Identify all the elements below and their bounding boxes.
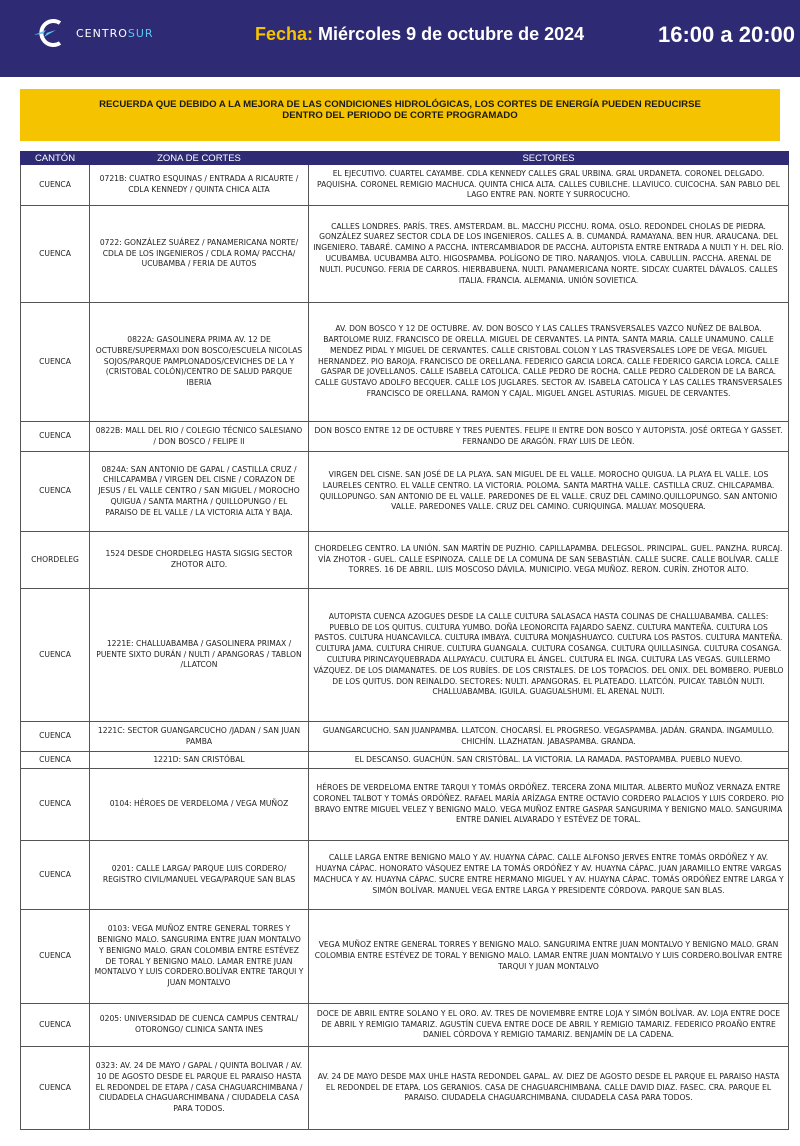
cell-sectores: AUTOPISTA CUENCA AZOGUES DESDE LA CALLE CULTURA SALASACA HASTA COLINAS DE CHALLUABAMBA. CALLES: PUEBLO DE LOS QUITUS. CULTURA YUMBO. DOÑA LEONORCITA FAJARDO SAENZ. CULTURA MANTEÑA. CULTURA LOS PASTOS. CULTURA HUANCAVILCA. CULTURA IMBAYA. CULTURA MONJASHUAYCO. CULTURA LOS PASTOS. CULTURA MANTEÑA. CULTURA JAMA. CULTURA CHIRUE. CULTURA GUANGALA. CULTURA COSANGA. CULTURA QUILLASINGA. CULTURA COSANGA. CULTURA PIRINCAYQUEBRADA ALLPAYACU. CULTURA EL ÁNGEL. CULTURA EL INGA. CULTURA LAS VEGAS. GUILLERMO VÁZQUEZ. DE LOS DIAMANATES. DE LOS RUBÍES. DE LOS CRISTALES. DE LOS TOPACIOS. DEL ONIX. DEL BOMBERO. PUEBLO DE LOS QUITUS. DON REINALDO. SECTORES: NULTI. APANGORAS. EL PLATEADO. LLATCÓN. PUICAY. TABLÓN NULTI. CHALLUABAMBA. IGUILA. GUAGUALSHUMI. EL ARENAL NULTI. xyxy=(309,589,789,722)
cell-sectores: GUANGARCUCHO. SAN JUANPAMBA. LLATCON. CHOCARSÍ. EL PROGRESO. VEGASPAMBA. JADÁN. GRANDA. INGAMULLO. CHICHÍN. LLAZHATAN. JABASPAMBA. GRANDA. xyxy=(309,722,789,752)
fecha-label: Fecha: xyxy=(255,24,314,44)
cell-canton: CUENCA xyxy=(21,752,90,769)
cell-zona: 0205: UNIVERSIDAD DE CUENCA CAMPUS CENTRAL/ OTORONGO/ CLINICA SANTA INES xyxy=(90,1004,309,1047)
cell-canton: CUENCA xyxy=(21,165,90,206)
table-row xyxy=(21,722,789,752)
cell-canton: CUENCA xyxy=(21,422,90,452)
cell-sectores: EL EJECUTIVO. CUARTEL CAYAMBE. CDLA KENNEDY CALLES GRAL URBINA. GRAL URDANETA. CORONEL DELGADO. PAQUISHA. CORONEL REMIGIO MACHUCA. QUINTA CHICA ALTA. CALLES CUBILCHE. LLAVIUCO. CUICOCHA. SAN PABLO DEL LAGO ENTRE PAN. NORTE Y SURROCUCHO. xyxy=(309,165,789,206)
cell-sectores: HÉROES DE VERDELOMA ENTRE TARQUI Y TOMÁS ORDÓÑEZ. TERCERA ZONA MILITAR. ALBERTO MUÑOZ VERNAZA ENTRE CORONEL TALBOT Y TOMÁS ORDÓÑEZ. RAFAEL MARÍA ARÍZAGA ENTRE OCTAVIO CORDERO PALACIOS Y LUIS CORDERO. PIO BRAVO ENTRE MIGUEL VELEZ Y BENIGNO MALO. VEGA MUÑOZ ENTRE GASPAR SANGURIMA Y BENIGNO MALO. SANGURIMA ENTRE DANIEL ALVARADO Y ESTÉVEZ DE TORAL. xyxy=(309,769,789,841)
table-row xyxy=(21,769,789,841)
cell-canton: CUENCA xyxy=(21,841,90,910)
cell-canton: CUENCA xyxy=(21,589,90,722)
cell-zona: 0323: AV. 24 DE MAYO / GAPAL / QUINTA BOLIVAR / AV. 10 DE AGOSTO DESDE EL PARQUE EL PARAISO HASTA EL REDONDEL DE ETAPA / CASA CHAGUARCHIMBANA / CIUDADELA CHAGUARCHIMBANA / CIUDADELA CASA PARA TODOS. xyxy=(90,1047,309,1130)
header-sectores: SECTORES xyxy=(309,152,789,165)
cell-zona: 1524 DESDE CHORDELEG HASTA SIGSIG SECTOR ZHOTOR ALTO. xyxy=(90,532,309,589)
cell-zona: 1221D: SAN CRISTÓBAL xyxy=(90,752,309,769)
cell-zona: 0822B: MALL DEL RIO / COLEGIO TÉCNICO SALESIANO / DON BOSCO / FELIPE II xyxy=(90,422,309,452)
cell-sectores: VIRGEN DEL CISNE. SAN JOSÉ DE LA PLAYA. SAN MIGUEL DE EL VALLE. MOROCHO QUIGUA. LA PLAYA EL VALLE. LOS LAURELES CENTRO. EL VALLE CENTRO. LA VICTORIA. POLOMA. SANTA MARTHA VALLE. CASTILLA CRUZ. CHILCAPAMBA. QUILLOPUNGO. SAN ANTONIO DE EL VALLE. PAREDONES DE EL VALLE. CRUZ DEL CAMINO.QUILLOPUNGO. SAN ANTONIO VALLE. PAREDONES VALLE. CRUZ DEL CAMINO. CURIQUINGA. MALUAY. MOSQUERA. xyxy=(309,452,789,532)
cell-sectores: DON BOSCO ENTRE 12 DE OCTUBRE Y TRES PUENTES. FELIPE II ENTRE DON BOSCO Y AUTOPISTA. JOSÉ ORTEGA Y GASSET. FERNANDO DE ARAGÓN. FRAY LUIS DE LEÓN. xyxy=(309,422,789,452)
cell-sectores: AV. 24 DE MAYO DESDE MAX UHLE HASTA REDONDEL GAPAL. AV. DIEZ DE AGOSTO DESDE EL PARQUE EL PARAISO HASTA EL REDONDEL DE ETAPA. LOS GERANIOS. CASA DE CHAGUARCHIMBANA. CALLE DAVID DIAZ. FASEC. CRA. PARQUE EL PARAISO. CIUDADELA CHAGUARCHIMBANA. CIUDADELA CASA PARA TODOS. xyxy=(309,1047,789,1130)
cell-sectores: VEGA MUÑOZ ENTRE GENERAL TORRES Y BENIGNO MALO. SANGURIMA ENTRE JUAN MONTALVO Y BENIGNO MALO. GRAN COLOMBIA ENTRE ESTÉVEZ DE TORAL Y BENIGNO MALO. LAMAR ENTRE JUAN MONTALVO Y LUIS CORDERO.BOLÍVAR ENTRE TARQUI Y JUAN MONTALVO xyxy=(309,910,789,1004)
cortes-table xyxy=(20,151,789,1130)
cell-sectores: CHORDELEG CENTRO. LA UNIÓN. SAN MARTÍN DE PUZHIO. CAPILLAPAMBA. DELEGSOL. PRINCIPAL. GUEL. PANZHA. RURCAJ. VÍA ZHOTOR - GUEL. CALLE ESPINOZA. CALLE DE LA COMUNA DE SAN SEBASTIÁN. CALLE SUCRE. CALLE BOLÍVAR. CALLE TORRES. 16 DE ABRIL. LUIS MOSCOSO DÁVILA. MUNICIPIO. VEGA MUÑOZ. RERON. CURÍN. ZHOTOR ALTO. xyxy=(309,532,789,589)
table-row xyxy=(21,206,789,303)
table-row xyxy=(21,1047,789,1130)
header-zona: ZONA DE CORTES xyxy=(90,152,309,165)
cell-canton: CUENCA xyxy=(21,206,90,303)
table-row xyxy=(21,752,789,769)
notice-banner: RECUERDA QUE DEBIDO A LA MEJORA DE LAS CONDICIONES HIDROLÓGICAS, LOS CORTES DE ENERGÍA PUEDEN REDUCIRSE DENTRO DEL PERIODO DE CORTE PROGRAMADO xyxy=(20,89,780,141)
cell-canton: CUENCA xyxy=(21,910,90,1004)
table-row xyxy=(21,841,789,910)
horario: 16:00 a 20:00 xyxy=(658,22,795,47)
brand-name-sur: SUR xyxy=(127,27,154,40)
cell-zona: 1221C: SECTOR GUANGARCUCHO /JADAN / SAN JUAN PAMBA xyxy=(90,722,309,752)
cell-zona: 0722: GONZÁLEZ SUÁREZ / PANAMERICANA NORTE/ CDLA DE LOS INGENIEROS / CDLA ROMA/ PACCHA/ UCUBAMBA / FERIA DE AUTOS xyxy=(90,206,309,303)
cell-zona: 0104: HÉROES DE VERDELOMA / VEGA MUÑOZ xyxy=(90,769,309,841)
table-row xyxy=(21,589,789,722)
table-row xyxy=(21,452,789,532)
cell-zona: 0201: CALLE LARGA/ PARQUE LUIS CORDERO/ REGISTRO CIVIL/MANUEL VEGA/PARQUE SAN BLAS xyxy=(90,841,309,910)
cell-sectores: CALLE LARGA ENTRE BENIGNO MALO Y AV. HUAYNA CÁPAC. CALLE ALFONSO JERVES ENTRE TOMÁS ORDÓÑEZ Y AV. HUAYNA CÁPAC. HONORATO VÁSQUEZ ENTRE LA TOMÁS ORDÓÑEZ Y AV. HUAYNA CÁPAC. JUAN JARAMILLO ENTRE VARGAS MACHUCA Y AV. HUAYNA CÁPAC. SUCRE ENTRE HERMANO MIGUEL Y AV. HUAYNA CÁPAC. TOMÁS ORDÓÑEZ ENTRE LARGA Y SIMÓN BOLÍVAR. MANUEL VEGA ENTRE LARGA Y PRESIDENTE CÓRDOVA. PARQUE SAN BLAS. xyxy=(309,841,789,910)
brand-name-part: CENTRO xyxy=(76,27,128,40)
cell-canton: CUENCA xyxy=(21,722,90,752)
brand-name xyxy=(76,27,154,40)
cell-zona: 0721B: CUATRO ESQUINAS / ENTRADA A RICAURTE / CDLA KENNEDY / QUINTA CHICA ALTA xyxy=(90,165,309,206)
table-row xyxy=(21,303,789,422)
cell-canton: CUENCA xyxy=(21,1004,90,1047)
cell-canton: CUENCA xyxy=(21,452,90,532)
fecha-value: Miércoles 9 de octubre de 2024 xyxy=(318,24,585,44)
cell-zona: 0103: VEGA MUÑOZ ENTRE GENERAL TORRES Y BENIGNO MALO. SANGURIMA ENTRE JUAN MONTALVO Y BENIGNO MALO. GRAN COLOMBIA ENTRE ESTÉVEZ DE TORAL Y BENIGNO MALO. LAMAR ENTRE JUAN MONTALVO Y LUIS CORDERO.BOLÍVAR ENTRE TARQUI Y JUAN MONTALVO xyxy=(90,910,309,1004)
table-header-row xyxy=(21,152,789,165)
cell-sectores: EL DESCANSO. GUACHÚN. SAN CRISTÓBAL. LA VICTORIA. LA RAMADA. PASTOPAMBA. PUEBLO NUEVO. xyxy=(309,752,789,769)
cell-sectores: AV. DON BOSCO Y 12 DE OCTUBRE. AV. DON BOSCO Y LAS CALLES TRANSVERSALES VAZCO NUÑEZ DE BALBOA. BARTOLOME RUIZ. FRANCISCO DE ORELLA. MIGUEL DE CERVANTES. LA PINTA. SANTA MARIA. CALLE UNAMUNO. CALLE MENDEZ PIDAL Y MIGUEL DE CERVANTES. CALLE CRISTOBAL COLON Y LAS TRASVERSALES LOPE DE VEGA. MIGUEL HERNANDEZ. PIO BAROJA. FRANCISCO DE ORELLANA. FEDERICO GARCIA LORCA. CALLE FEDERICO GARCIA LORCA. CALLE GASPAR DE JOVELLANOS. CALLE ISABELA CATOLICA. CALLE PEDRO DE ROCHA. CALLE PEDRO CALDERON DE LA BARCA. CALLE GUSTAVO ADOLFO BECQUER. CALLE LOS JUGLARES. SECTOR AV. ISABELA CATOLICA Y LAS CALLES TRANSVERSALES FRANCISCO DE ORELLANA. RAMON Y CAJAL. MIGUEL ANGEL ASTURIAS. MIGUEL DE CERVANTES. xyxy=(309,303,789,422)
cell-sectores: DOCE DE ABRIL ENTRE SOLANO Y EL ORO. AV. TRES DE NOVIEMBRE ENTRE LOJA Y SIMÓN BOLÍVAR. AV. LOJA ENTRE DOCE DE ABRIL Y REMIGIO TAMARIZ. AGUSTÍN CUEVA ENTRE DOCE DE ABRIL Y REMIGIO TAMARIZ. FEDERICO PROAÑO ENTRE DANIEL CÓRDOVA Y REMIGIO TAMARIZ. BENJAMÍN DE LA CADENA. xyxy=(309,1004,789,1047)
cell-canton: CUENCA xyxy=(21,303,90,422)
cell-canton: CHORDELEG xyxy=(21,532,90,589)
cell-sectores: CALLES LONDRES. PARÍS. TRES. AMSTERDAM. BL. MACCHU PICCHU. ROMA. OSLO. REDONDEL CHOLAS DE PIEDRA. GONZÁLEZ SUAREZ SECTOR CDLA DE LOS INGENIEROS. CALLES A. B. CUMANDÁ. RAMAYANA. BEN HUR. ARAUCANA. DEL INGENIERO. TABARÉ. CAMINO A PACCHA. INTERCAMBIADOR DE PACCHA. AUTOPISTA ENTRE ENTRADA A NULTI Y H. DEL RÍO. UCUBAMBA. UCUBAMBA ALTO. HIGOSPAMBA. POLÍGONO DE TIRO. NARANJOS. VIOLA. CABULLIN. PACCHA. ARENAL DE NULTI. PUCUNGO. FERIA DE CARROS. HIERBABUENA. NULTI. PANAMERICANA NORTE. SIDCAY. CUARTEL DÁVALOS. CALLES ITALIA. FRANCIA. ALEMANIA. UNIÓN SOVIETICA. xyxy=(309,206,789,303)
cell-zona: 0822A: GASOLINERA PRIMA AV. 12 DE OCTUBRE/SUPERMAXI DON BOSCO/ESCUELA NICOLAS SOJOS/PARQUE PAMPLONADOS/CEVICHES DE LA Y (CRISTOBAL COLÓN)/CENTRO DE SALUD PARQUE IBERIA xyxy=(90,303,309,422)
centrosur-logo-icon xyxy=(30,18,70,48)
cell-canton: CUENCA xyxy=(21,1047,90,1130)
table-row xyxy=(21,910,789,1004)
table-row xyxy=(21,532,789,589)
table-row xyxy=(21,1004,789,1047)
header-canton: CANTÓN xyxy=(21,152,90,165)
cell-zona: 1221E: CHALLUABAMBA / GASOLINERA PRIMAX / PUENTE SIXTO DURÁN / NULTI / APANGORAS / TABLON /LLATCON xyxy=(90,589,309,722)
fecha xyxy=(255,24,584,45)
cell-canton: CUENCA xyxy=(21,769,90,841)
cell-zona: 0824A: SAN ANTONIO DE GAPAL / CASTILLA CRUZ / CHILCAPAMBA / VIRGEN DEL CISNE / CORAZON DE JESUS / EL VALLE CENTRO / SAN MIGUEL / MOROCHO QUIGUA / SANTA MARTHA / QUILLOPUNGO / EL PARAISO DE EL VALLE / LA VICTORIA ALTA Y BAJA. xyxy=(90,452,309,532)
table-row xyxy=(21,165,789,206)
table-row xyxy=(21,422,789,452)
header-bar xyxy=(0,0,800,77)
